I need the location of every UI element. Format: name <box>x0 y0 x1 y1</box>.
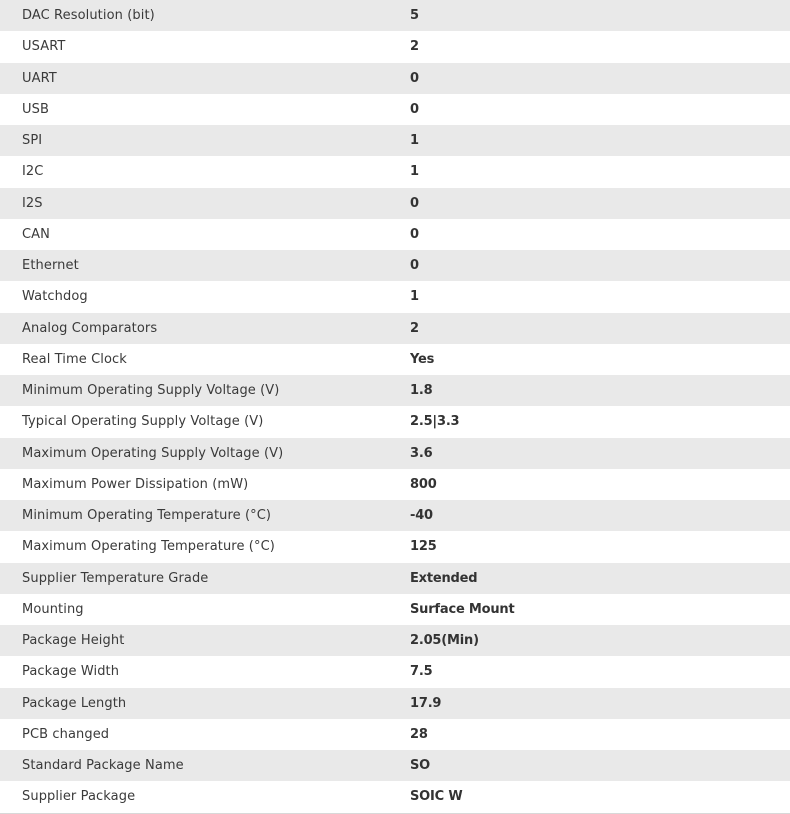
spec-value: SOIC W <box>410 789 463 805</box>
spec-label: Maximum Power Dissipation (mW) <box>22 476 249 492</box>
table-row <box>0 344 790 375</box>
spec-label: Maximum Operating Temperature (°C) <box>22 539 275 555</box>
spec-label: Mounting <box>22 601 84 617</box>
spec-value: 0 <box>410 195 419 211</box>
table-row <box>0 94 790 125</box>
table-row <box>0 281 790 312</box>
spec-label: Standard Package Name <box>22 758 184 774</box>
spec-label: USART <box>22 39 66 55</box>
spec-label: USB <box>22 101 49 117</box>
table-row <box>0 125 790 156</box>
table-row <box>0 781 790 812</box>
table-row <box>0 156 790 187</box>
spec-value: 2.5|3.3 <box>410 414 460 430</box>
spec-label: CAN <box>22 226 50 242</box>
table-row <box>0 375 790 406</box>
spec-value: 2 <box>410 320 419 336</box>
spec-label: SPI <box>22 133 43 149</box>
table-row <box>0 563 790 594</box>
spec-label: I2C <box>22 164 44 180</box>
table-row <box>0 31 790 62</box>
table-row <box>0 500 790 531</box>
spec-label: PCB changed <box>22 726 110 742</box>
spec-label: Package Height <box>22 633 125 649</box>
spec-label: Minimum Operating Temperature (°C) <box>22 508 272 524</box>
spec-label: Supplier Temperature Grade <box>22 570 209 586</box>
spec-value: 1.8 <box>410 383 433 399</box>
spec-value: SO <box>410 758 431 774</box>
table-row <box>0 688 790 719</box>
spec-value: 28 <box>410 726 428 742</box>
spec-value: 125 <box>410 539 437 555</box>
spec-value: 17.9 <box>410 695 442 711</box>
spec-label: Real Time Clock <box>22 351 127 367</box>
spec-value: 7.5 <box>410 664 433 680</box>
spec-label: Analog Comparators <box>22 320 158 336</box>
table-row <box>0 406 790 437</box>
spec-value: 0 <box>410 226 419 242</box>
table-row <box>0 625 790 656</box>
spec-label: Watchdog <box>22 289 88 305</box>
table-row <box>0 219 790 250</box>
spec-value: -40 <box>410 508 433 524</box>
spec-value: 0 <box>410 70 419 86</box>
spec-value: 800 <box>410 476 437 492</box>
spec-value: Yes <box>410 351 435 367</box>
spec-label: Package Length <box>22 695 127 711</box>
table-row <box>0 250 790 281</box>
spec-label: Package Width <box>22 664 120 680</box>
spec-value: Extended <box>410 570 478 586</box>
spec-label: Maximum Operating Supply Voltage (V) <box>22 445 284 461</box>
table-row <box>0 0 790 31</box>
spec-value: Surface Mount <box>410 601 515 617</box>
table-row <box>0 531 790 562</box>
table-row <box>0 63 790 94</box>
spec-value: 2.05(Min) <box>410 633 479 649</box>
spec-label: DAC Resolution (bit) <box>22 8 155 24</box>
table-row <box>0 188 790 219</box>
spec-value: 5 <box>410 8 419 24</box>
spec-value: 1 <box>410 289 419 305</box>
spec-label: Minimum Operating Supply Voltage (V) <box>22 383 280 399</box>
table-row <box>0 750 790 781</box>
table-row <box>0 594 790 625</box>
spec-value: 0 <box>410 101 419 117</box>
spec-label: I2S <box>22 195 43 211</box>
spec-value: 1 <box>410 164 419 180</box>
table-row <box>0 469 790 500</box>
spec-value: 3.6 <box>410 445 433 461</box>
spec-label: Ethernet <box>22 258 79 274</box>
table-row <box>0 313 790 344</box>
spec-label: Typical Operating Supply Voltage (V) <box>22 414 264 430</box>
spec-label: UART <box>22 70 57 86</box>
spec-value: 0 <box>410 258 419 274</box>
spec-value: 2 <box>410 39 419 55</box>
spec-value: 1 <box>410 133 419 149</box>
spec-label: Supplier Package <box>22 789 136 805</box>
table-row <box>0 438 790 469</box>
table-row <box>0 656 790 687</box>
table-row <box>0 719 790 750</box>
